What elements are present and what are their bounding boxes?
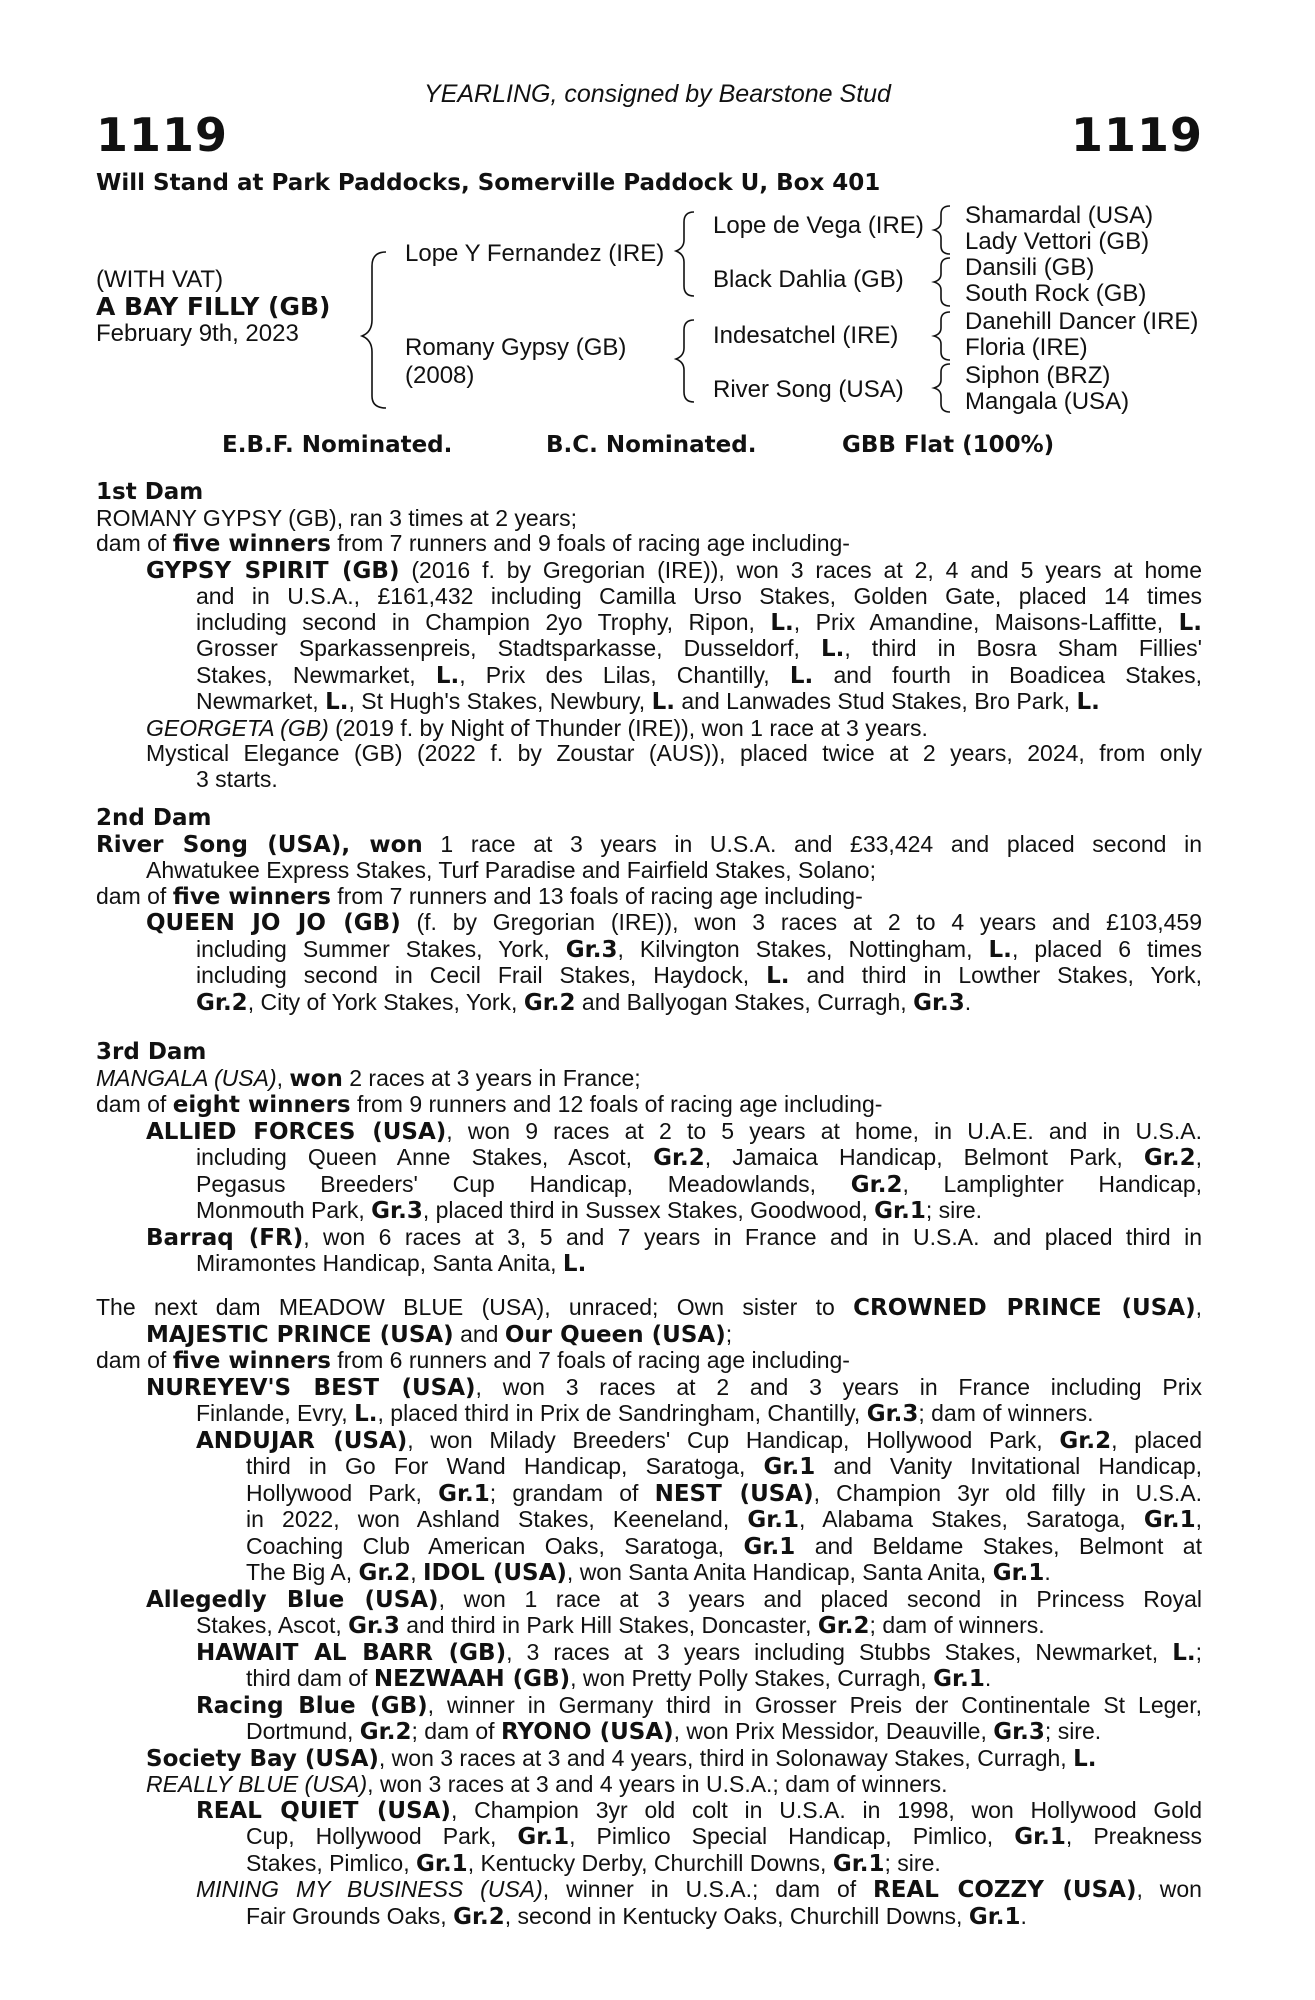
real-quiet-line-1: REAL QUIET (USA), Champion 3yr old colt in U.S.A. in 1998, won Hollywood Gold	[196, 1796, 1202, 1824]
mining-my-business-name: MINING MY BUSINESS (USA)	[196, 1876, 543, 1902]
third-dam-line-1: MANGALA (USA), won 2 races at 3 years in France;	[96, 1064, 641, 1092]
queen-jo-jo-entry	[96, 910, 1202, 1016]
nureyevs-best-line-1: NUREYEV'S BEST (USA), won 3 races at 2 and 3 years in France including Prix	[146, 1373, 1202, 1401]
racing-blue-line-1: Racing Blue (GB), winner in Germany third in Grosser Preis der Continentale St Leger,	[196, 1691, 1203, 1719]
pedigree-ssd: Lady Vettori (GB)	[965, 228, 1150, 255]
real-quiet-entry	[196, 1798, 1202, 1878]
third-dam-heading: 3rd Dam	[96, 1039, 207, 1065]
barraq-name: Barraq (FR)	[146, 1224, 304, 1251]
allied-forces-line-3: Pegasus Breeders' Cup Handicap, Meadowlands, Gr.2, Lamplighter Handicap,	[196, 1170, 1202, 1198]
racing-blue-name: Racing Blue (GB)	[196, 1692, 428, 1719]
mystical-elegance-line-1: Mystical Elegance (GB) (2022 f. by Zoustar (AUS)), placed twice at 2 years, 2024, from only	[146, 740, 1202, 766]
gbb-flat: GBB Flat (100%)	[842, 432, 1055, 458]
hawait-line-1: HAWAIT AL BARR (GB), 3 races at 3 years including Stubbs Stakes, Newmarket, L.;	[196, 1638, 1202, 1666]
second-dam-heading: 2nd Dam	[96, 805, 212, 831]
gypsy-spirit-entry	[96, 558, 1202, 793]
first-dam-heading: 1st Dam	[96, 479, 204, 505]
allied-forces-line-1: ALLIED FORCES (USA), won 9 races at 2 to 5 years at home, in U.A.E. and in U.S.A.	[146, 1117, 1202, 1145]
horse-dob: February 9th, 2023	[96, 320, 299, 347]
allegedly-blue-line-2: Stakes, Ascot, Gr.3 and third in Park Hill Stakes, Doncaster, Gr.2; dam of winners.	[196, 1612, 1045, 1639]
andujar-line-6: The Big A, Gr.2, IDOL (USA), won Santa Anita Handicap, Santa Anita, Gr.1.	[246, 1559, 1051, 1586]
georgeta-entry: GEORGETA (GB) (2019 f. by Night of Thunder (IRE)), won 1 race at 3 years.	[146, 714, 928, 741]
nureyevs-best-entry	[96, 1375, 1202, 1587]
barraq-line-1: Barraq (FR), won 6 races at 3, 5 and 7 years in France and in U.S.A. and placed third in	[146, 1223, 1202, 1251]
nureyevs-best-name: NUREYEV'S BEST (USA)	[146, 1374, 476, 1401]
next-dam-line-1: The next dam MEADOW BLUE (USA), unraced; Own sister to CROWNED PRINCE (USA),	[96, 1294, 1203, 1321]
allied-forces-line-4: Monmouth Park, Gr.3, placed third in Sussex Stakes, Goodwood, Gr.1; sire.	[196, 1197, 983, 1224]
pedigree-sdd: South Rock (GB)	[965, 280, 1147, 307]
consignor-line: YEARLING, consigned by Bearstone Stud	[424, 80, 891, 108]
allegedly-blue-name: Allegedly Blue (USA)	[146, 1586, 439, 1613]
gypsy-spirit-line-5: Stakes, Newmarket, L., Prix des Lilas, Chantilly, L. and fourth in Boadicea Stakes,	[196, 661, 1202, 689]
andujar-line-4: in 2022, won Ashland Stakes, Keeneland, Gr.1, Alabama Stakes, Saratoga, Gr.1,	[246, 1506, 1202, 1533]
barraq-entry	[96, 1225, 1202, 1278]
society-bay-name: Society Bay (USA)	[146, 1745, 379, 1772]
first-dam-section	[96, 480, 1202, 792]
gypsy-spirit-line-1: GYPSY SPIRIT (GB) (2016 f. by Gregorian (IRE)), won 3 races at 2, 4 and 5 years at home	[146, 556, 1202, 584]
pedigree-sire-sire: Lope de Vega (IRE)	[713, 212, 924, 239]
andujar-name: ANDUJAR (USA)	[196, 1427, 408, 1454]
pedigree-dsd: Floria (IRE)	[965, 334, 1088, 361]
allegedly-blue-entry	[96, 1587, 1202, 1746]
pedigree-sds: Dansili (GB)	[965, 254, 1095, 281]
andujar-entry	[196, 1428, 1202, 1587]
mining-my-business-entry	[196, 1877, 1202, 1930]
real-quiet-name: REAL QUIET (USA)	[196, 1797, 451, 1824]
society-bay-line: Society Bay (USA), won 3 races at 3 and 4 years, third in Solonaway Stakes, Curragh, L.	[146, 1744, 1097, 1772]
first-dam-line-2: dam of five winners from 7 runners and 9 foals of racing age including-	[96, 530, 850, 557]
lot-number-right: 1119	[1070, 108, 1203, 162]
andujar-line-1: ANDUJAR (USA), won Milady Breeders' Cup Handicap, Hollywood Park, Gr.2, placed	[196, 1426, 1202, 1454]
lot-number-left: 1119	[96, 108, 229, 162]
mining-line-2: Fair Grounds Oaks, Gr.2, second in Kentucky Oaks, Churchill Downs, Gr.1.	[246, 1902, 1027, 1930]
pedigree-dam: Romany Gypsy (GB)	[405, 334, 627, 361]
allied-forces-line-2: including Queen Anne Stakes, Ascot, Gr.2, Jamaica Handicap, Belmont Park, Gr.2,	[196, 1144, 1202, 1171]
andujar-line-2: third in Go For Wand Handicap, Saratoga, Gr.1 and Vanity Invitational Handicap,	[246, 1453, 1202, 1480]
second-dam-section	[96, 806, 1202, 1016]
andujar-line-5: Coaching Club American Oaks, Saratoga, Gr.1 and Beldame Stakes, Belmont at	[246, 1532, 1202, 1560]
horse-name: A BAY FILLY (GB)	[96, 292, 331, 321]
five-winners-label: five winners	[172, 531, 331, 557]
bc-nomination: B.C. Nominated.	[546, 432, 757, 458]
really-blue-entry	[96, 1772, 1202, 1930]
barraq-line-2: Miramontes Handicap, Santa Anita, L.	[196, 1250, 587, 1277]
queen-jo-jo-name: QUEEN JO JO (GB)	[146, 910, 401, 936]
pedigree-sire-dam: Black Dahlia (GB)	[713, 266, 904, 293]
gypsy-spirit-name: GYPSY SPIRIT (GB)	[146, 557, 400, 584]
next-dam-line-3: dam of five winners from 6 runners and 7 foals of racing age including-	[96, 1347, 850, 1374]
second-dam-line-3: dam of five winners from 7 runners and 13 foals of racing age including-	[96, 882, 863, 910]
pedigree-dam-dam: River Song (USA)	[713, 376, 904, 403]
location-line: Will Stand at Park Paddocks, Somerville Paddock U, Box 401	[96, 170, 881, 196]
mystical-elegance-line-2: 3 starts.	[196, 765, 278, 792]
gypsy-spirit-line-2: and in U.S.A., £161,432 including Camilla Urso Stakes, Golden Gate, placed 14 times	[196, 583, 1202, 609]
pedigree-sss: Shamardal (USA)	[965, 202, 1154, 229]
third-dam-line-2: dam of eight winners from 9 runners and 12 foals of racing age including-	[96, 1091, 883, 1118]
mangala-name: MANGALA (USA)	[96, 1064, 277, 1091]
pedigree-dam-year: (2008)	[405, 362, 475, 389]
queen-jo-jo-line-4: Gr.2, City of York Stakes, York, Gr.2 and Ballyogan Stakes, Curragh, Gr.3.	[196, 988, 972, 1016]
pedigree-dss: Danehill Dancer (IRE)	[965, 308, 1199, 335]
first-dam-line-1: ROMANY GYPSY (GB), ran 3 times at 2 years;	[96, 504, 578, 531]
pedigree-ddd: Mangala (USA)	[965, 388, 1130, 415]
really-blue-name: REALLY BLUE (USA)	[146, 1771, 368, 1797]
really-blue-line: REALLY BLUE (USA), won 3 races at 3 and 4 years in U.S.A.; dam of winners.	[146, 1771, 948, 1797]
river-song-name: River Song (USA)	[96, 831, 342, 858]
pedigree-dds: Siphon (BRZ)	[965, 362, 1111, 389]
pedigree-sire: Lope Y Fernandez (IRE)	[405, 240, 665, 267]
racing-blue-line-2: Dortmund, Gr.2; dam of RYONO (USA), won Prix Messidor, Deauville, Gr.3; sire.	[246, 1718, 1102, 1745]
real-quiet-line-2: Cup, Hollywood Park, Gr.1, Pimlico Special Handicap, Pimlico, Gr.1, Preakness	[246, 1823, 1202, 1850]
nureyevs-best-line-2: Finlande, Evry, L., placed third in Prix de Sandringham, Chantilly, Gr.3; dam of winners.	[196, 1400, 1094, 1427]
andujar-line-3: Hollywood Park, Gr.1; grandam of NEST (USA), Champion 3yr old filly in U.S.A.	[246, 1479, 1202, 1507]
racing-blue-entry	[196, 1693, 1202, 1746]
georgeta-name: GEORGETA (GB)	[146, 714, 329, 741]
next-dam-line-2: MAJESTIC PRINCE (USA) and Our Queen (USA);	[146, 1320, 733, 1348]
hawait-al-barr-entry	[196, 1640, 1202, 1693]
hawait-line-2: third dam of NEZWAAH (GB), won Pretty Polly Stakes, Curragh, Gr.1.	[246, 1665, 992, 1692]
real-quiet-line-3: Stakes, Pimlico, Gr.1, Kentucky Derby, Churchill Downs, Gr.1; sire.	[246, 1849, 941, 1877]
second-dam-line-1: River Song (USA), won 1 race at 3 years in U.S.A. and £33,424 and placed second in	[96, 830, 1202, 858]
next-dam-section	[96, 1295, 1202, 1930]
hawait-al-barr-name: HAWAIT AL BARR (GB)	[196, 1639, 507, 1666]
queen-jo-jo-line-3: including second in Cecil Frail Stakes, Haydock, L. and third in Lowther Stakes, York,	[196, 962, 1202, 989]
society-bay-entry	[96, 1746, 1202, 1773]
allied-forces-name: ALLIED FORCES (USA)	[146, 1118, 447, 1145]
second-dam-line-2: Ahwatukee Express Stakes, Turf Paradise and Fairfield Stakes, Solano;	[146, 857, 876, 883]
ebf-nomination: E.B.F. Nominated.	[222, 432, 453, 458]
pedigree-dam-sire: Indesatchel (IRE)	[713, 322, 899, 349]
gypsy-spirit-line-4: Grosser Sparkassenpreis, Stadtsparkasse, Dusseldorf, L., third in Bosra Sham Fillies'	[196, 635, 1202, 662]
third-dam-section	[96, 1040, 1202, 1278]
gypsy-spirit-line-6: Newmarket, L., St Hugh's Stakes, Newbury, L. and Lanwades Stud Stakes, Bro Park, L.	[196, 688, 1100, 715]
vat-note: (WITH VAT)	[96, 266, 224, 293]
mining-line-1: MINING MY BUSINESS (USA), winner in U.S.A.; dam of REAL COZZY (USA), won	[196, 1876, 1202, 1903]
allegedly-blue-line-1: Allegedly Blue (USA), won 1 race at 3 years and placed second in Princess Royal	[146, 1585, 1202, 1613]
allied-forces-entry	[96, 1119, 1202, 1225]
queen-jo-jo-line-1: QUEEN JO JO (GB) (f. by Gregorian (IRE)), won 3 races at 2 to 4 years and £103,459	[146, 909, 1202, 936]
queen-jo-jo-line-2: including Summer Stakes, York, Gr.3, Kilvington Stakes, Nottingham, L., placed 6 times	[196, 935, 1203, 963]
gypsy-spirit-line-3: including second in Champion 2yo Trophy, Ripon, L., Prix Amandine, Maisons-Laffitte, L.	[196, 608, 1202, 636]
